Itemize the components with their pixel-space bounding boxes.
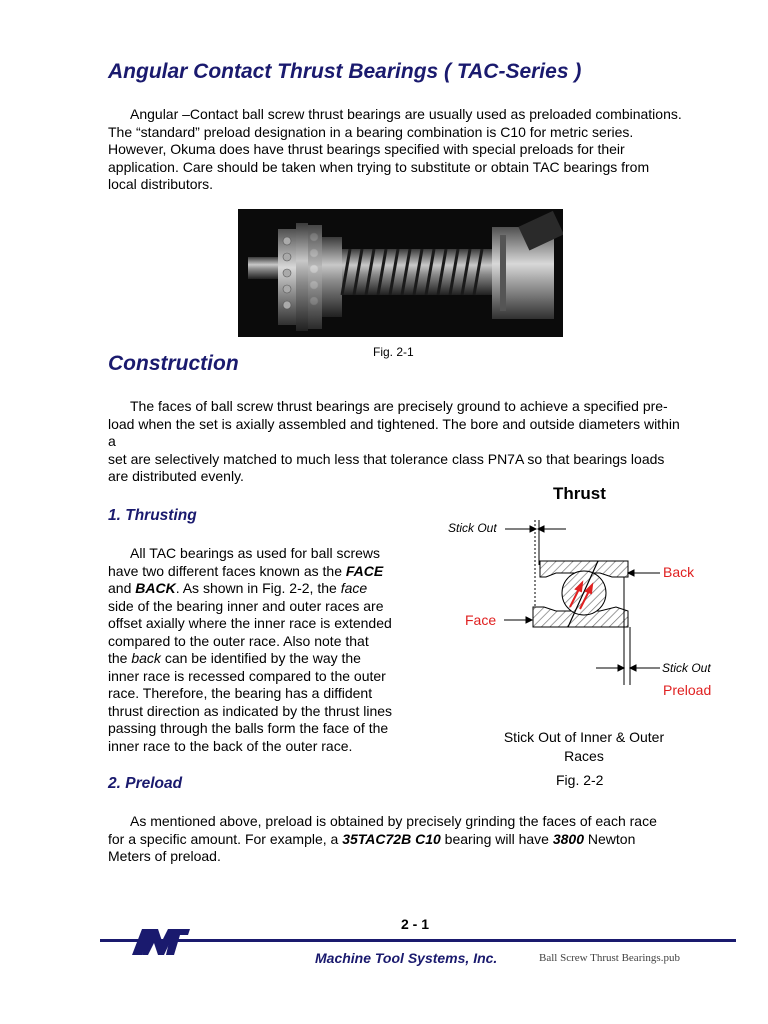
paragraph-line: thrust direction as indicated by the thrust lines [108,702,393,719]
ballscrew-photo [238,209,563,337]
paragraph-line: side of the bearing inner and outer races are [108,597,384,614]
construction-line: set are selectively matched to much less that tolerance class PN7A so that bearings loads [108,450,665,467]
paragraph-line: have two different faces known as the FACE [108,562,384,579]
thrusting-paragraph [108,545,428,755]
paragraph-line: the back can be identified by the way the [108,650,361,666]
stick-out-top-label: Stick Out [448,521,497,535]
bearing-cross-section-diagram [500,515,670,685]
paragraph-line: offset axially where the inner race is extended [108,615,392,631]
paragraph-line: compared to the outer race. Also note that [108,632,369,649]
thrusting-heading: 1. Thrusting [108,507,197,524]
paragraph-line: inner race to the back of the outer race. [108,737,353,754]
italic-text: face [340,580,368,596]
emphasis-text: FACE [345,562,384,579]
face-label: Face [465,612,497,628]
intro-line: However, Okuma does have thrust bearings specified with special preloads for their [108,141,625,157]
emphasis-text: 3800 [552,830,584,847]
intro-line: Angular –Contact ball screw thrust bearings are usually used as preloaded combinations. [130,106,682,122]
intro-line: local distributors. [108,176,214,192]
construction-heading: Construction [108,352,239,375]
intro-line: The “standard” preload designation in a bearing combination is C10 for metric series. [108,123,634,140]
italic-text: back [131,650,161,666]
figure-2-2-caption: Fig. 2-2 [556,772,604,788]
emphasis-text: 35TAC72B C10 [342,830,441,847]
preload-paragraph [108,813,748,866]
intro-paragraph [108,106,748,194]
paragraph-line: and BACK. As shown in Fig. 2-2, the face [108,580,368,596]
thrust-diagram-title: Thrust [553,484,606,503]
construction-line: The faces of ball screw thrust bearings are precisely ground to achieve a specified pre- [130,398,668,414]
paragraph-line: for a specific amount. For example, a 35TAC72B C10 bearing will have 3800 Newton [108,830,636,847]
page-title: Angular Contact Thrust Bearings ( TAC-Series ) [108,60,582,83]
paragraph-line: race. Therefore, the bearing has a diffident [108,685,373,701]
company-name: Machine Tool Systems, Inc. [315,950,498,966]
paragraph-line: All TAC bearings as used for ball screws [130,545,381,561]
footer-rule [100,939,736,942]
intro-line: application. Care should be taken when trying to substitute or obtain TAC bearings from [108,158,650,175]
page-number: 2 - 1 [401,916,430,932]
construction-line: a [108,433,116,449]
file-name: Ball Screw Thrust Bearings.pub [539,952,680,964]
preload-label: Preload [663,682,712,698]
figure-2-1-caption: Fig. 2-1 [373,345,414,359]
emphasis-text: BACK [135,580,176,596]
preload-heading: 2. Preload [108,775,183,792]
paragraph-line: passing through the balls form the face of the [108,720,389,736]
company-logo [128,925,190,959]
back-label: Back [663,564,695,580]
construction-line: are distributed evenly. [108,468,244,484]
stick-out-bottom-label: Stick Out [662,661,711,675]
construction-line: load when the set is axially assembled and tightened. The bore and outside diameters within [108,415,680,432]
diagram-caption: Stick Out of Inner & Outer Races [503,729,665,764]
paragraph-line: inner race is recessed compared to the outer [108,667,386,684]
paragraph-line: As mentioned above, preload is obtained by precisely grinding the faces of each race [130,813,657,829]
paragraph-line: Meters of preload. [108,848,221,864]
construction-paragraph [108,398,748,486]
